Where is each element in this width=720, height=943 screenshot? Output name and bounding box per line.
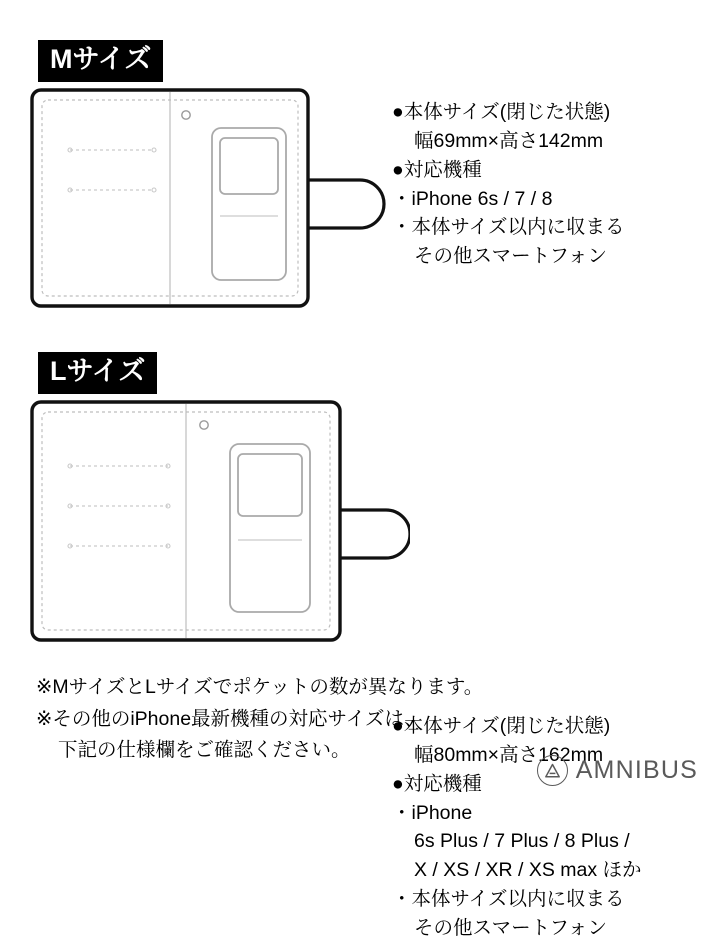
spec-line: ●本体サイズ(閉じた状態) [392, 715, 611, 737]
footnote-line: ※MサイズとLサイズでポケットの数が異なります。 [36, 676, 484, 698]
spec-line: 幅80mm×高さ162mm [414, 743, 604, 766]
spec-list-m [392, 98, 624, 271]
spec-line: ・本体サイズ以内に収まる [392, 216, 625, 239]
spec-line: ・iPhone 6s / 7 / 8 [392, 187, 553, 210]
spec-line: 幅69mm×高さ142mm [414, 129, 604, 152]
brand-logo [537, 755, 698, 786]
spec-line: ●対応機種 [392, 772, 482, 795]
spec-line: X / XS / XR / XS max ほか [414, 859, 642, 882]
spec-line: ●対応機種 [392, 158, 482, 181]
brand-logo-text: AMNIBUS [575, 756, 698, 784]
footnote-line: 下記の仕様欄をご確認ください。 [58, 739, 351, 762]
spec-line: その他スマートフォン [414, 917, 608, 940]
spec-line: ●本体サイズ(閉じた状態) [392, 101, 611, 123]
spec-line: ・iPhone [392, 801, 473, 824]
spec-line: 6s Plus / 7 Plus / 8 Plus / [414, 830, 630, 853]
case-side-tab [336, 510, 410, 558]
case-diagram-l-svg [30, 400, 410, 670]
amnibus-a-mark-icon [537, 755, 568, 786]
spec-line: その他スマートフォン [414, 245, 608, 268]
phone-tray-window [220, 138, 278, 194]
phone-tray-window [238, 454, 302, 516]
size-badge-l: Lサイズ [38, 352, 157, 394]
case-side-tab [306, 180, 384, 228]
case-illustration-m [30, 88, 390, 348]
size-badge-m: Mサイズ [38, 40, 163, 82]
case-illustration-l [30, 400, 410, 670]
footnote-line: ※その他のiPhone最新機種の対応サイズは、 [36, 707, 424, 730]
footnotes [36, 672, 483, 767]
case-diagram-m-svg [30, 88, 390, 348]
spec-line: ・本体サイズ以内に収まる [392, 888, 625, 911]
